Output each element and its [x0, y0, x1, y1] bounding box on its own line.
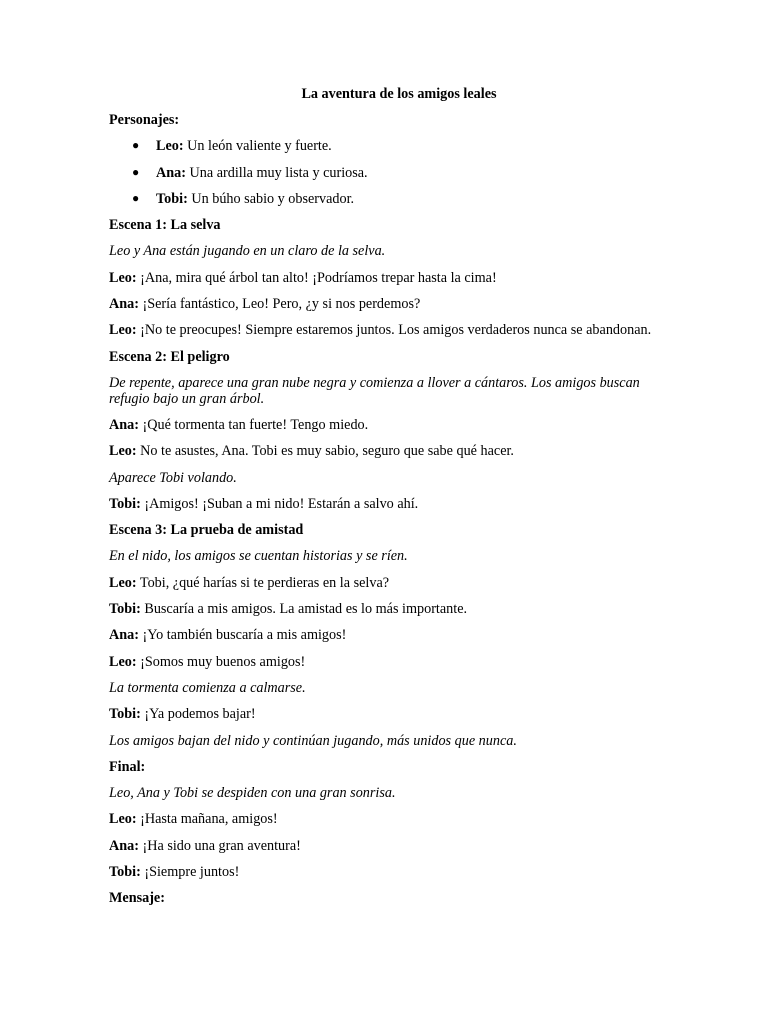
- dialogue-line: [109, 296, 669, 312]
- dialogue-line: [109, 417, 669, 433]
- dialogue-text: Tobi, ¿qué harías si te perdieras en la selva?: [139, 574, 390, 591]
- dialogue-line: [109, 811, 669, 827]
- stage-direction: Los amigos bajan del nido y continúan jugando, más unidos que nunca.: [109, 732, 517, 749]
- speaker-name: Tobi:: [109, 495, 141, 512]
- speaker-name: Leo:: [109, 269, 137, 286]
- character-item: [132, 165, 669, 181]
- stage-direction: En el nido, los amigos se cuentan historias y se ríen.: [109, 548, 408, 565]
- dialogue-line: [109, 496, 669, 512]
- dialogue-text: ¡Amigos! ¡Suban a mi nido! Estarán a salvo ahí.: [144, 495, 419, 512]
- scene-heading: Escena 3: La prueba de amistad: [109, 522, 304, 539]
- dialogue-text: ¡Sería fantástico, Leo! Pero, ¿y si nos perdemos?: [142, 296, 421, 313]
- dialogue-line: [109, 601, 669, 617]
- stage-direction: Leo, Ana y Tobi se despiden con una gran sonrisa.: [109, 785, 396, 802]
- scene-heading: Final:: [109, 758, 146, 775]
- speaker-name: Tobi:: [109, 601, 141, 618]
- dialogue-line: [109, 627, 669, 643]
- speaker-name: Leo:: [109, 443, 137, 460]
- scene-heading: Mensaje:: [109, 890, 165, 907]
- dialogue-line: [109, 322, 669, 338]
- speaker-name: Ana:: [109, 627, 139, 644]
- speaker-name: Tobi:: [109, 706, 141, 723]
- dialogue-line: [109, 270, 669, 286]
- character-description: Un león valiente y fuerte.: [187, 138, 332, 155]
- character-item: [132, 191, 669, 207]
- speaker-name: Ana:: [109, 416, 139, 433]
- dialogue-text: ¡Ana, mira qué árbol tan alto! ¡Podríamos trepar hasta la cima!: [140, 269, 497, 286]
- dialogue-text: No te asustes, Ana. Tobi es muy sabio, seguro que sabe qué hacer.: [140, 443, 514, 460]
- dialogue-text: ¡Hasta mañana, amigos!: [140, 811, 278, 828]
- dialogue-text: ¡No te preocupes! Siempre estaremos juntos. Los amigos verdaderos nunca se abandonan.: [140, 322, 652, 339]
- dialogue-line: [109, 864, 669, 880]
- dialogue-line: [109, 838, 669, 854]
- speaker-name: Leo:: [109, 574, 137, 591]
- character-name: Leo:: [156, 138, 184, 155]
- script-body: [109, 217, 669, 906]
- document-title: La aventura de los amigos leales: [301, 86, 497, 102]
- speaker-name: Leo:: [109, 811, 137, 828]
- stage-direction: De repente, aparece una gran nube negra y comienza a llover a cántaros. Los amigos buscan refugio bajo un gran árbol.: [109, 374, 640, 407]
- character-description: Un búho sabio y observador.: [191, 190, 355, 207]
- stage-direction: Leo y Ana están jugando en un claro de la selva.: [109, 243, 386, 260]
- bullet-icon: ●: [132, 164, 140, 179]
- dialogue-line: [109, 443, 669, 459]
- dialogue-text: Buscaría a mis amigos. La amistad es lo más importante.: [144, 601, 468, 618]
- bullet-icon: ●: [132, 190, 140, 205]
- dialogue-line: [109, 706, 669, 722]
- scene-heading: Escena 2: El peligro: [109, 348, 230, 365]
- stage-direction: La tormenta comienza a calmarse.: [109, 679, 306, 696]
- dialogue-text: ¡Somos muy buenos amigos!: [140, 653, 306, 670]
- speaker-name: Ana:: [109, 296, 139, 313]
- speaker-name: Leo:: [109, 322, 137, 339]
- character-name: Ana:: [156, 164, 186, 181]
- speaker-name: Leo:: [109, 653, 137, 670]
- character-item: [132, 138, 669, 154]
- dialogue-text: ¡Ya podemos bajar!: [144, 706, 256, 723]
- stage-direction: Aparece Tobi volando.: [109, 469, 237, 486]
- scene-heading: Escena 1: La selva: [109, 217, 221, 234]
- bullet-icon: ●: [132, 138, 140, 153]
- dialogue-text: ¡Yo también buscaría a mis amigos!: [142, 627, 347, 644]
- speaker-name: Ana:: [109, 837, 139, 854]
- character-list: [109, 138, 669, 207]
- dialogue-text: ¡Ha sido una gran aventura!: [142, 837, 301, 854]
- character-name: Tobi:: [156, 190, 188, 207]
- document-content: [109, 86, 669, 917]
- personajes-heading: Personajes:: [109, 112, 180, 128]
- character-description: Una ardilla muy lista y curiosa.: [189, 164, 368, 181]
- dialogue-line: [109, 575, 669, 591]
- dialogue-text: ¡Siempre juntos!: [144, 864, 240, 881]
- speaker-name: Tobi:: [109, 864, 141, 881]
- dialogue-text: ¡Qué tormenta tan fuerte! Tengo miedo.: [142, 416, 369, 433]
- dialogue-line: [109, 654, 669, 670]
